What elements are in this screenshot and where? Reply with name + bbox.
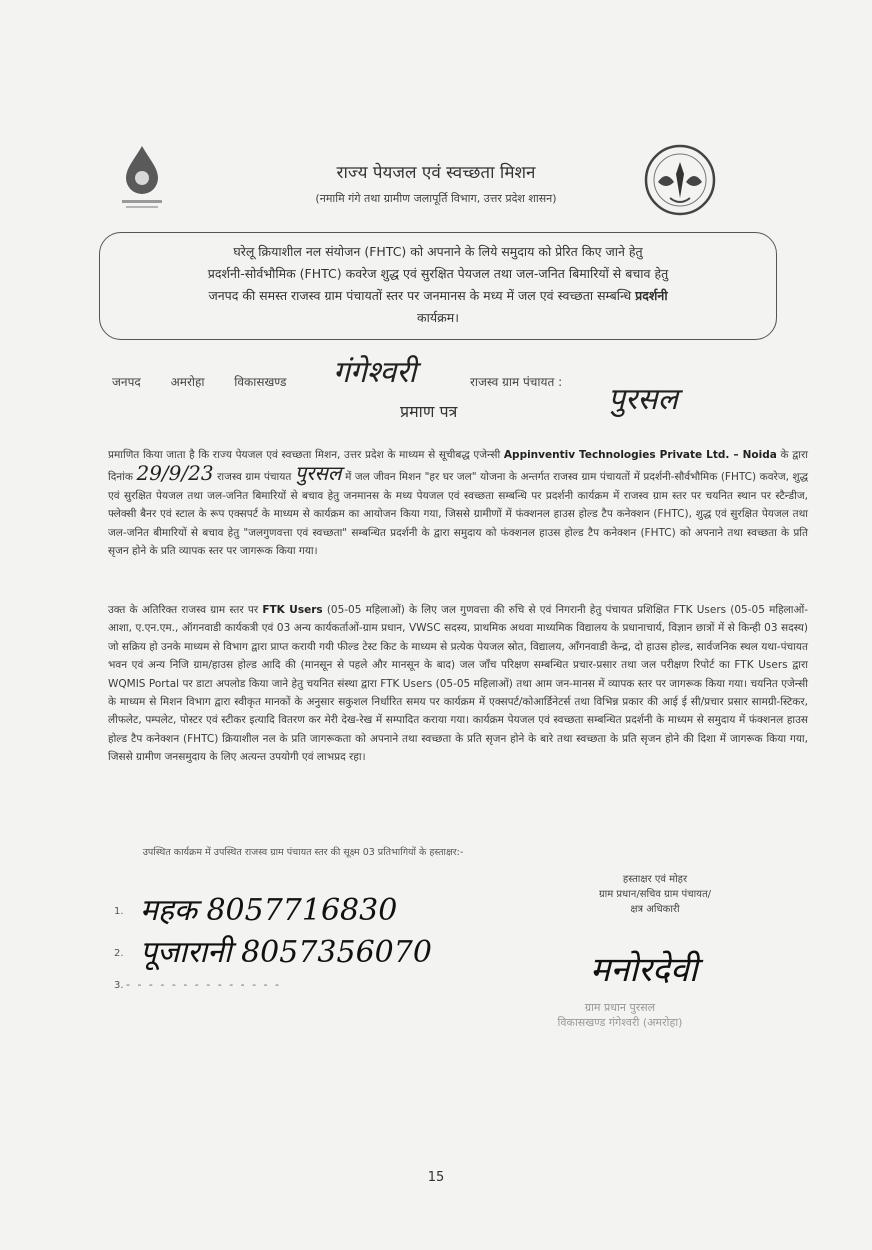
ftk-users-label: FTK Users xyxy=(262,604,323,616)
participant-blank-line-3: - - - - - - - - - - - - - - xyxy=(126,978,282,991)
agency-name: Appinventiv Technologies Private Ltd. – Noida xyxy=(503,449,777,461)
gram-pradhan-signature: मनोरदेवी xyxy=(590,950,698,990)
block-label: विकासखण्ड xyxy=(234,375,287,389)
p1-body: में जल जीवन मिशन "हर घर जल" योजना के अन्तर्गत राजस्व ग्राम पंचायतों में प्रदर्शनी-सौर्वभौमिक (FHTC) कवरेज, शुद्ध एवं सुरक्षित पेयजल तथा जल-जनित बिमारियों से बचाव हेतु जनमानस के मध्य पेयजल एवं स्वच्छता सम्बन्धि पर प्रदर्शनी कार्यक्रम में राजस्व ग्राम स्तर पर चयनित स्थान पर स्टैन्डीज, फ्लेक्सी बैनर एवं स्टाल के रूप एक्सपर्ट के माध्यम से कार्यक्रम का आयोजन किया गया, जिससे ग्रामीणों में फंक्शनल हाउस होल्ड टैप कनेक्शन (FHTC), शुद्ध एवं सुरक्षित पेयजल तथा जल-जनित बीमारियों से बचाव हेतु "जलगुणवत्ता एवं स्वच्छता" सम्बन्धित प्रदर्शनी के द्वारा समुदाय को फंक्शनल हाउस होल्ड टैप कनेक्शन (FHTC) को अपनाने तथा स्वच्छता के प्रति सृजन होने के प्रति व्यापक स्तर पर जागरूक किया गया। xyxy=(108,471,809,558)
body-paragraph-2 xyxy=(108,601,808,767)
page-number: 15 xyxy=(427,1170,445,1185)
banner-line-3-bold: प्रदर्शनी xyxy=(635,288,668,303)
banner-line-3-text: जनपद की समस्त राजस्व ग्राम पंचायतों स्तर पर जनमानस के मध्य में जल एवं स्वच्छता सम्बन्धि xyxy=(208,288,632,303)
p1-intro: प्रमाणित किया जाता है कि राज्य पेयजल एवं स्वच्छता मिशन, उत्तर प्रदेश के माध्यम से सूचीबद्ध एजेन्सी xyxy=(108,449,501,461)
body-paragraph-1 xyxy=(108,446,808,560)
program-date-handwritten: 29/9/23 xyxy=(136,461,214,486)
mission-title: राज्य पेयजल एवं स्वच्छता मिशन xyxy=(336,163,536,183)
gp-name-handwritten: पुरसल xyxy=(294,461,342,486)
gram-panchayat-handwritten: पुरसल xyxy=(608,382,678,417)
certificate-title: प्रमाण पत्र xyxy=(400,402,458,421)
location-line xyxy=(112,373,312,390)
banner-line-2: प्रदर्शनी-सोर्वभौमिक (FHTC) कवरेज शुद्ध एवं सुरक्षित पेयजल तथा जल-जनित बिमारियों से बचाव हेतु xyxy=(207,266,669,281)
program-banner xyxy=(99,232,777,340)
official-stamp xyxy=(540,1000,700,1030)
stamp-line-2: विकासखण्ड गंगेश्वरी (अमरोहा) xyxy=(557,1016,683,1029)
participants-signature-note: उपस्थित कार्यक्रम में उपस्थित राजस्व ग्राम पंचायत स्तर की सूक्ष्म 03 प्रतिभागियों के हस्ताक्षर:- xyxy=(142,847,464,858)
participant-signature-1: महक 8057716830 xyxy=(140,893,398,928)
banner-line-1: घरेलू क्रियाशील नल संयोजन (FHTC) को अपनाने के लिये समुदाय को प्रेरित किए जाने हेतु xyxy=(233,244,643,259)
p2-body: (05-05 महिलाओं) के लिए जल गुणवत्ता की रुचि से एवं निगरानी हेतु पंचायत प्रशिक्षित FTK Users (05-05 महिलाओं-आशा, ए.एन.एम., ऑगनवाडी कार्यकत्री एवं 03 अन्य कार्यकर्ताओं-ग्राम प्रधान, VWSC सदस्य, प्राथमिक अथवा माध्यमिक विद्यालय के प्रधानाचार्य, विज्ञान छात्रों में से किन्ही 03 सदस्य) जो सक्रिय हो उनके माध्यम से विभाग द्वारा प्राप्त करायी गयी फील्ड टेस्ट किट के माध्यम से प्रत्येक पेयजल स्रोत, विद्यालय, आँगनवाडी केन्द्र, दो हाउस होल्ड, सार्वजनिक स्थल यथा-पंचायत भवन एवं अन्य निजि ग्राम/हाउस होल्ड आदि की (मानसून से पहले और मानसून के बाद) जल जाँच परिक्षण सम्बन्धित प्रचार-प्रसार तथा जल परीक्षण रिपोर्ट का FTK Users द्वारा WQMIS Portal पर डाटा अपलोड किया जाने हेतु चयनित संस्था द्वारा FTK Users (05-05 महिलाओं) तथा आम जन-मानस में व्यापक स्तर पर जागरूक किया गया। चयनित एजेन्सी के माध्यम से मिशन विभाग द्वारा स्वीकृत मानकों के अनुसार सकुशल निर्धारित समय पर कार्यक्रम में एक्सपर्ट/कोआर्डिनेटर्स तथा विभिन्न प्रकार की आई ई सी/प्रचार प्रसार सामग्री-स्टिकर, लीफलेट, पम्पलेट, पोस्टर एवं स्टीकर इत्यादि वितरण कर मेरी देख-रेख में सम्पादित कराया गया। कार्यक्रम पेयजल एवं स्वच्छता सम्बन्धित प्रदर्शनी के माध्यम से समुदाय में फंक्शनल हाउस होल्ड टैप कनेक्शन (FHTC) क्रियाशील नल के प्रति जागरूकता को अपनाने तथा स्वच्छता के प्रति सृजन होने के बारे तथा स्वच्छता के प्रति सृजन होने की दिशा में जागरूक किया गया, जिससे ग्रामीण जनसमुदाय के लिए अत्यन्त उपयोगी एवं लाभप्रद रहा। xyxy=(108,604,808,764)
participant-signature-2: पूजारानी 8057356070 xyxy=(140,935,432,970)
gram-panchayat-label: राजस्व ग्राम पंचायत : xyxy=(470,375,563,389)
p1-gp-label: राजस्व ग्राम पंचायत xyxy=(217,471,292,484)
district-label: जनपद xyxy=(112,375,141,389)
banner-line-3 xyxy=(114,285,762,307)
p2-intro: उक्त के अतिरिक्त राजस्व ग्राम स्तर पर xyxy=(108,604,259,616)
block-handwritten: गंगेश्वरी xyxy=(333,355,417,390)
official-designation-2: क्षत्र अधिकारी xyxy=(630,904,680,915)
mission-subtitle: (नमामि गंगे तथा ग्रामीण जलापूर्ति विभाग, उत्तर प्रदेश शासन) xyxy=(315,192,557,205)
official-signature-block xyxy=(540,872,770,917)
stamp-line-1: ग्राम प्रधान पुरसल xyxy=(584,1001,656,1014)
banner-line-4: कार्यक्रम। xyxy=(417,310,459,325)
official-sign-label: हस्ताक्षर एवं मोहर xyxy=(622,874,688,885)
district-value: अमरोहा xyxy=(170,375,205,389)
participant-number-3: 3. xyxy=(114,980,124,991)
official-designation: ग्राम प्रधान/सचिव ग्राम पंचायत/ xyxy=(598,889,712,900)
p1-date-label: के द्वारा दिनांक xyxy=(108,449,809,484)
participant-number-2: 2. xyxy=(114,948,124,959)
participant-number-1: 1. xyxy=(114,906,124,917)
